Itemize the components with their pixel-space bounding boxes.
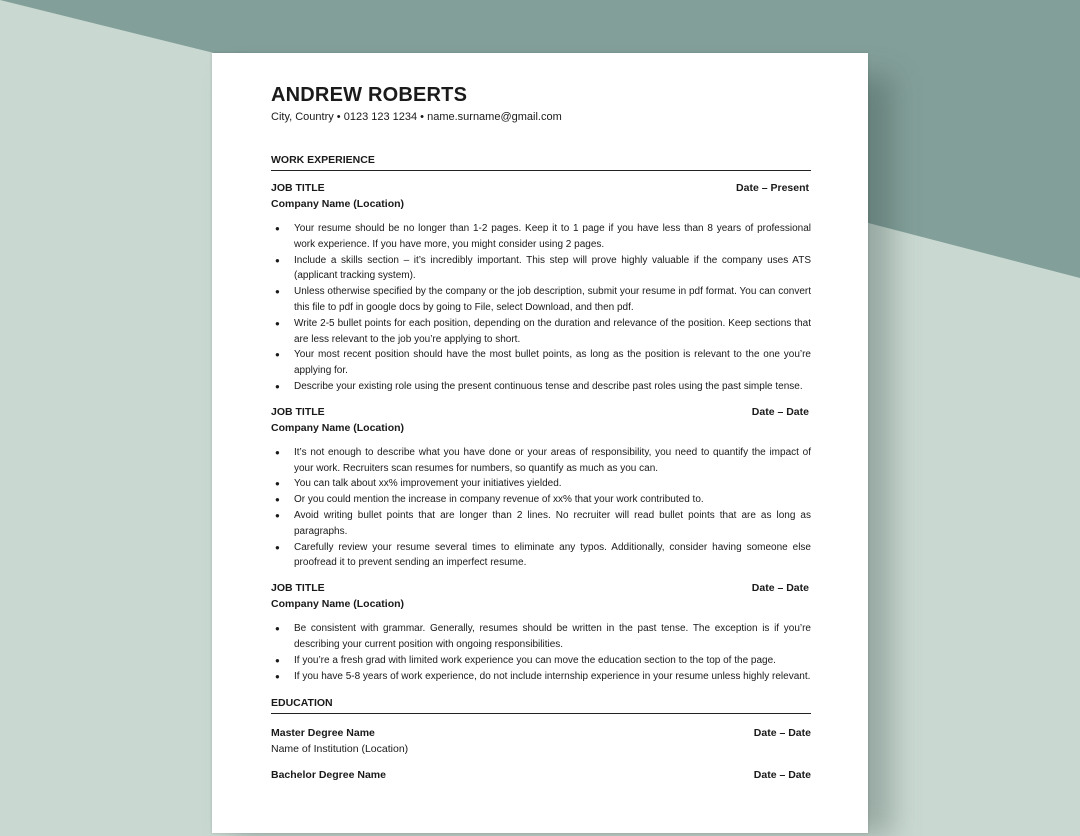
job-header xyxy=(271,581,811,595)
bullet-item: ● Avoid writing bullet points that are longer than 2 lines. No recruiter will read bullet points that are as long as paragraphs. xyxy=(271,508,811,540)
institution-name: Name of Institution (Location) xyxy=(271,743,409,756)
job-title: JOB TITLE xyxy=(271,405,325,418)
job-date: Date – Present xyxy=(736,182,809,194)
degree-name: Bachelor Degree Name xyxy=(271,769,386,782)
education-entry xyxy=(271,768,811,782)
job-entry xyxy=(271,181,811,395)
education-header xyxy=(271,768,811,782)
company-name: Company Name (Location) xyxy=(271,421,405,434)
bullet-item: ● You can talk about xx% improvement your initiatives yielded. xyxy=(271,476,811,492)
company-name: Company Name (Location) xyxy=(271,198,405,210)
job-date: Date – Date xyxy=(751,582,809,595)
bullet-item: ● Your resume should be no longer than 1-2 pages. Keep it to 1 page if you have less than 8 years of professional work experience. If you have more, you might consider using 2 pages. xyxy=(271,221,811,253)
bullet-item: ● Write 2-5 bullet points for each position, depending on the duration and relevance of the position. Keep sections that are less relevant to the job you’re applying to short. xyxy=(271,316,811,348)
job-header xyxy=(271,181,811,195)
bullet-item: ● It’s not enough to describe what you have done or your areas of responsibility, you need to quantify the impact of your work. Recruiters scan resumes for numbers, so quantify as much as you can. xyxy=(271,445,811,477)
job-entry xyxy=(271,405,811,571)
job-bullets xyxy=(271,621,811,684)
job-header xyxy=(271,405,811,419)
bullet-item: ● Include a skills section – it’s incredibly important. This step will prove highly valuable if the company uses ATS (applicant tracking system). xyxy=(271,253,811,285)
education-heading: EDUCATION xyxy=(271,696,811,714)
job-bullets xyxy=(271,221,811,395)
resume-name: ANDREW ROBERTS xyxy=(271,84,468,106)
company-name: Company Name (Location) xyxy=(271,598,405,611)
bullet-item: ● If you’re a fresh grad with limited work experience you can move the education section to the top of the page. xyxy=(271,653,811,669)
bullet-item: ● Or you could mention the increase in company revenue of xx% that your work contributed to. xyxy=(271,492,811,508)
resume-page xyxy=(212,53,868,833)
job-title: JOB TITLE xyxy=(271,182,325,194)
bullet-item: ● Be consistent with grammar. Generally, resumes should be written in the past tense. The exception is if you’re describing your current position with ongoing responsibilities. xyxy=(271,621,811,653)
resume-content xyxy=(271,83,811,782)
contact-line: City, Country • 0123 123 1234 • name.surname@gmail.com xyxy=(271,111,562,123)
job-bullets xyxy=(271,445,811,571)
education-header xyxy=(271,726,811,740)
education-entry xyxy=(271,726,811,756)
education-date: Date – Date xyxy=(753,727,811,740)
job-entry xyxy=(271,581,811,684)
bullet-item: ● Describe your existing role using the present continuous tense and describe past roles using the past simple tense. xyxy=(271,379,811,395)
job-title: JOB TITLE xyxy=(271,582,325,595)
bullet-item: ● Carefully review your resume several times to eliminate any typos. Additionally, consider having someone else proofread it to prevent sending an imperfect resume. xyxy=(271,540,811,572)
education-date: Date – Date xyxy=(753,769,811,782)
degree-name: Master Degree Name xyxy=(271,727,375,740)
bullet-item: ● If you have 5-8 years of work experience, do not include internship experience in your resume unless highly relevant. xyxy=(271,669,811,685)
work-experience-heading: WORK EXPERIENCE xyxy=(271,153,811,171)
bullet-item: ● Your most recent position should have the most bullet points, as long as the position is relevant to the one you’re applying for. xyxy=(271,347,811,379)
job-date: Date – Date xyxy=(751,405,809,418)
bullet-item: ● Unless otherwise specified by the company or the job description, submit your resume in pdf format. You can convert this file to pdf in google docs by going to File, select Download, and then pdf. xyxy=(271,284,811,316)
